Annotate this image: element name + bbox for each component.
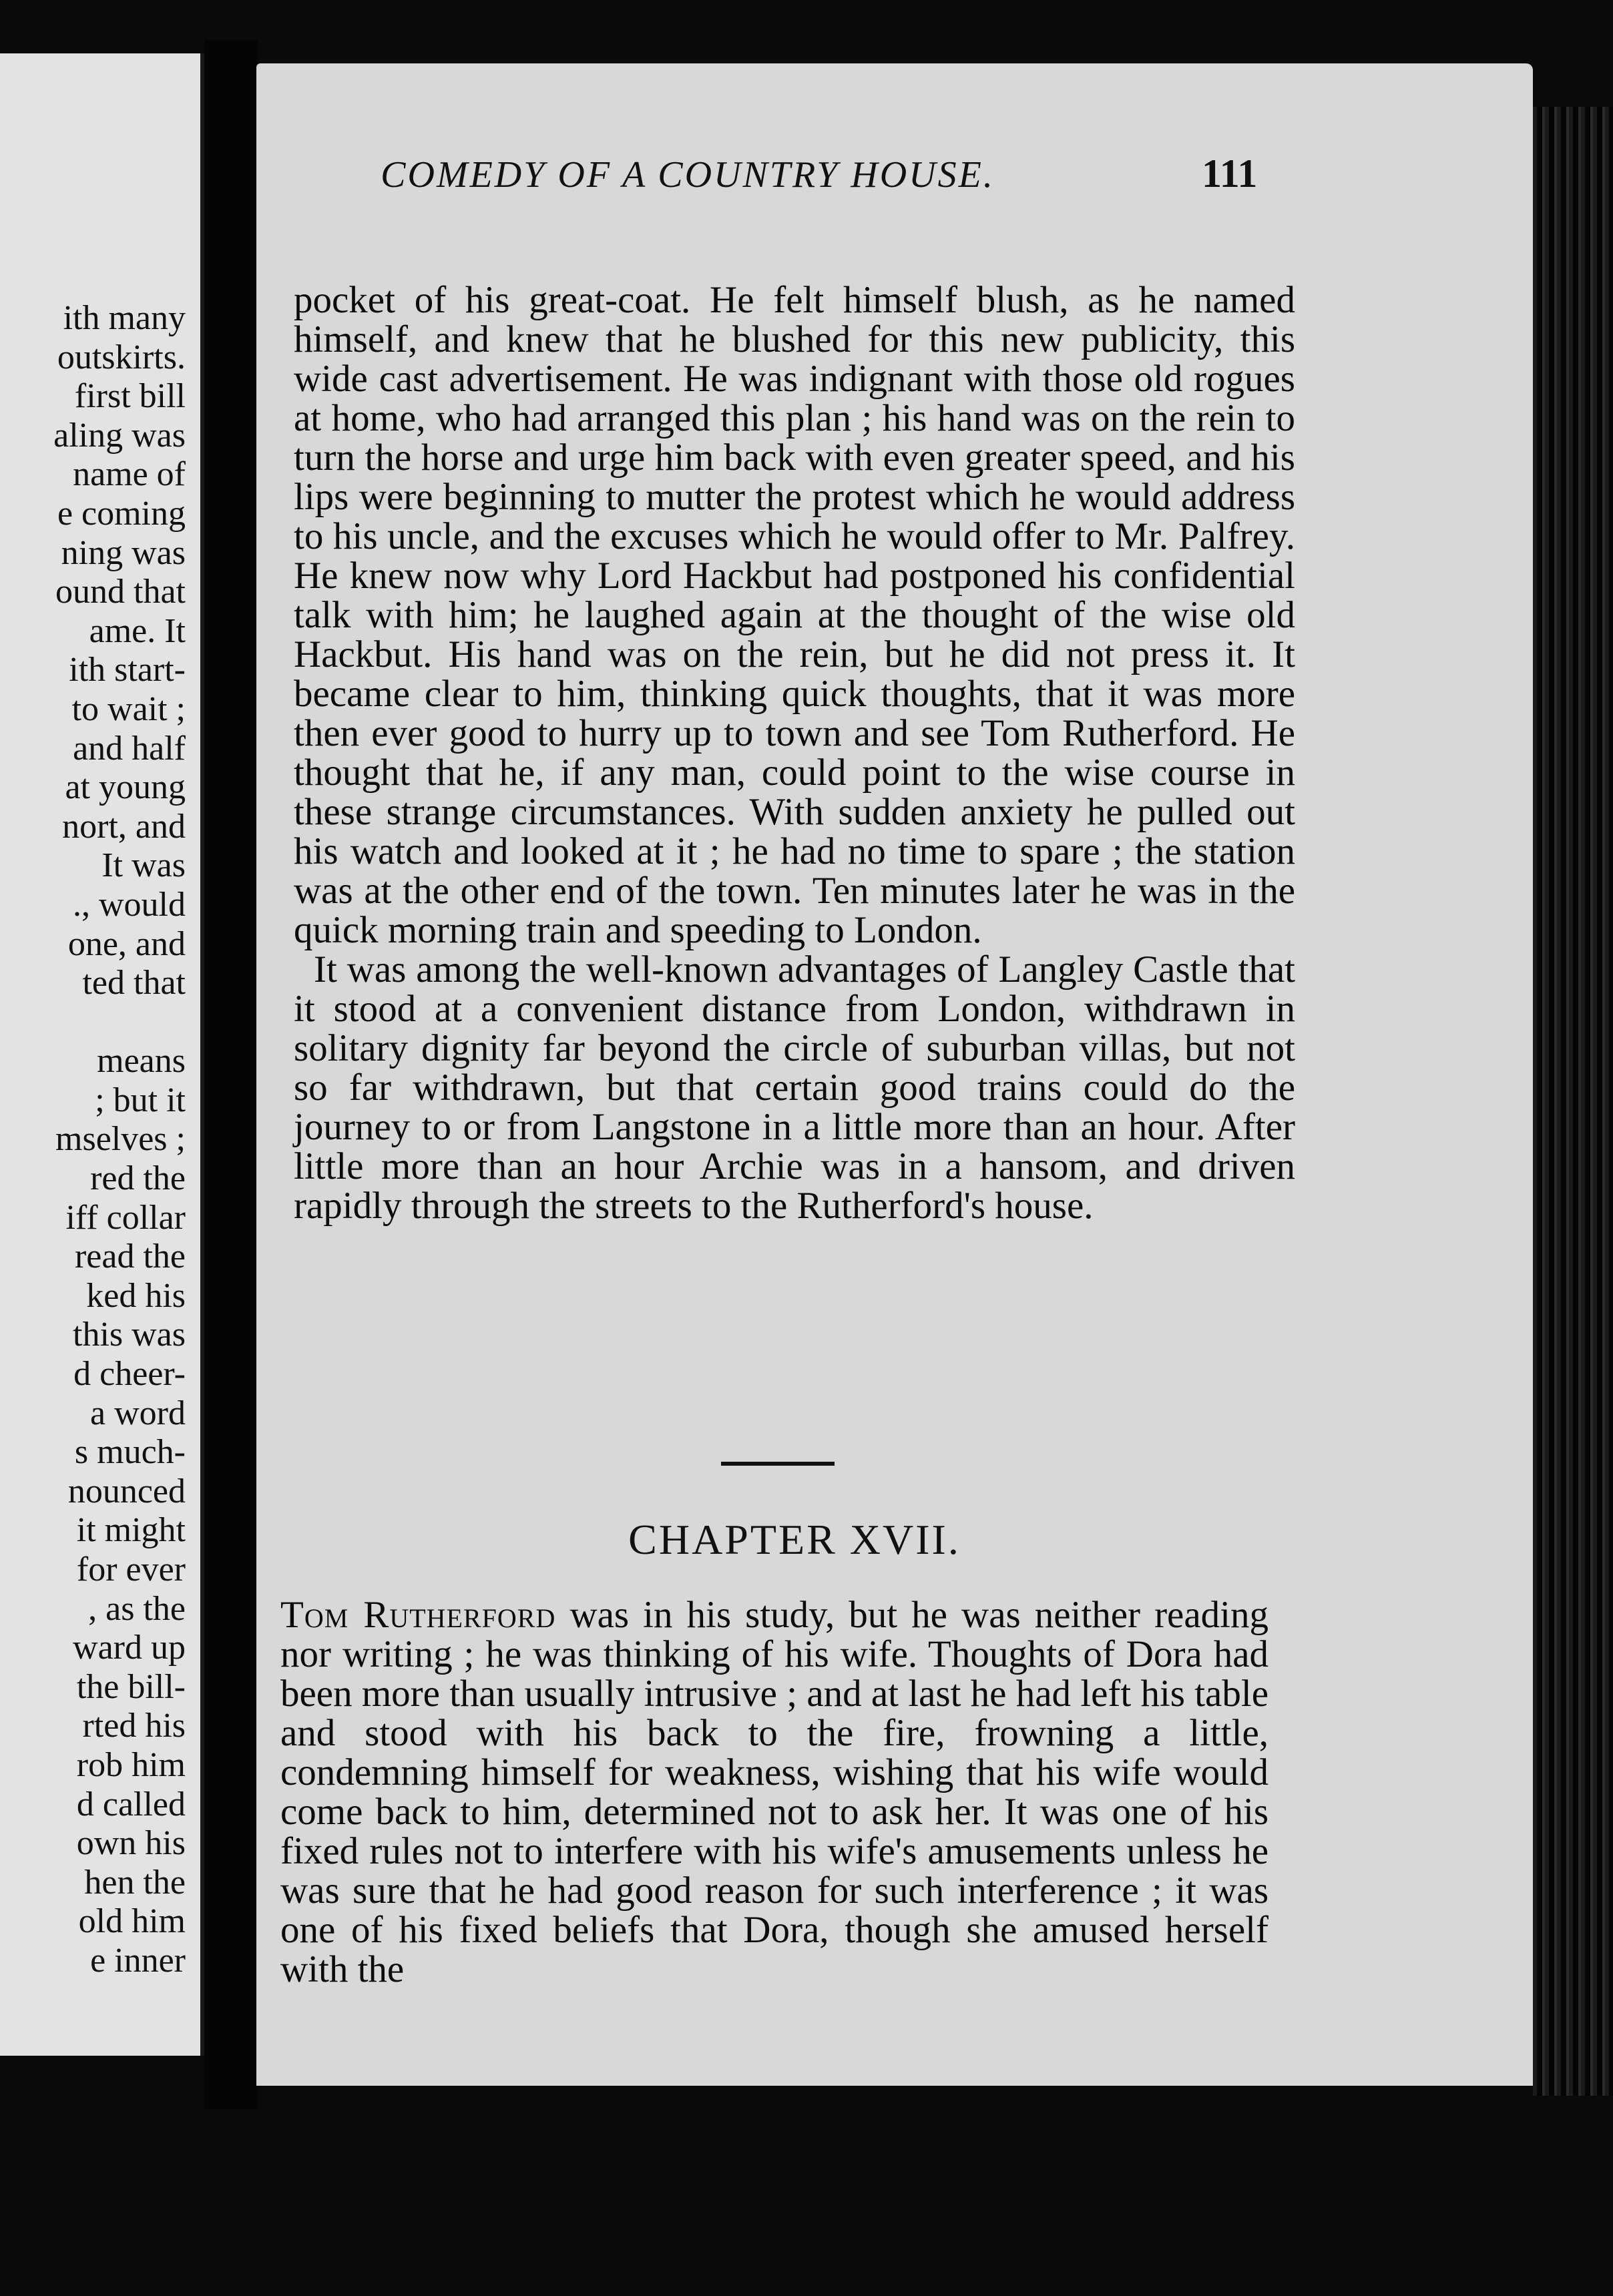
left-page-line: red the bbox=[90, 1159, 186, 1198]
left-page-line: ound that bbox=[55, 573, 186, 611]
left-page-line: it might bbox=[76, 1511, 186, 1550]
left-page-line: rob him bbox=[76, 1745, 186, 1784]
chapter-heading: CHAPTER XVII. bbox=[628, 1516, 961, 1563]
left-page-line: ith many bbox=[63, 299, 186, 337]
left-page-line: to wait ; bbox=[71, 689, 186, 728]
left-facing-page bbox=[0, 53, 204, 2056]
paragraph-body: was in his study, but he was neither reading nor writing ; he was thinking of his wife. Thoughts of Dora had been more than usually intrusive ; and at last he had left his table and stood with his back to the fire, frowning a little, condemning himself for weakness, wishing that his wife would come back to him, determined not to ask her. It was one of his fixed rules not to interfere with his wife's amusements unless he was sure that he had good reason for such interference ; it was one of his fixed beliefs that Dora, though she amused herself with the bbox=[280, 1594, 1269, 1990]
left-page-line: one, and bbox=[67, 924, 186, 963]
left-page-line: old him bbox=[78, 1902, 186, 1941]
left-page-line: hen the bbox=[84, 1863, 186, 1902]
left-page-line: ward up bbox=[73, 1629, 186, 1667]
left-page-line bbox=[0, 1003, 186, 1043]
left-page-line: iff collar bbox=[65, 1198, 186, 1237]
left-page-line: at young bbox=[65, 768, 186, 807]
opening-words: Tom Rutherford bbox=[280, 1594, 556, 1636]
left-page-line: e coming bbox=[57, 494, 186, 533]
left-page-line: for ever bbox=[76, 1550, 186, 1589]
left-page-line: read the bbox=[74, 1237, 186, 1276]
left-page-line: means bbox=[97, 1042, 186, 1081]
left-page-line: ame. It bbox=[89, 611, 186, 650]
left-page-line: a word bbox=[90, 1394, 186, 1432]
left-page-line: outskirts. bbox=[57, 338, 186, 376]
left-page-line: own his bbox=[76, 1824, 186, 1863]
left-page-line: ked his bbox=[86, 1276, 186, 1315]
paragraph bbox=[280, 1595, 1269, 1989]
left-page-line: rted his bbox=[82, 1707, 186, 1745]
left-page-line: nort, and bbox=[62, 807, 186, 846]
left-page-line: d cheer- bbox=[73, 1355, 186, 1394]
left-page-line: ning was bbox=[61, 533, 186, 572]
running-head: COMEDY OF A COUNTRY HOUSE. bbox=[381, 154, 995, 196]
left-page-line: this was bbox=[73, 1316, 186, 1354]
paragraph: pocket of his great-coat. He felt himself blush, as he named himself, and knew that he blushed for this new publicity, this wide cast advertisement. He was indignant with those old rogues at home, who had arranged this plan ; his hand was on the rein to turn the horse and urge him back with even greater speed, and his lips were beginning to mutter the protest which he would address to his uncle, and the excuses which he would offer to Mr. Palfrey. He knew now why Lord Hackbut had postponed his confidential talk with him; he laughed again at the thought of the wise old Hackbut. His hand was on the rein, but he did not press it. It became clear to him, thinking quick thoughts, that it was more then ever good to hurry up to town and see Tom Rutherford. He thought that he, if any man, could point to the wise course in these strange circumstances. With sudden anxiety he pulled out his watch and looked at it ; he had no time to spare ; the station was at the other end of the town. Ten minutes later he was in the quick morning train and speeding to London. bbox=[294, 279, 1295, 951]
left-page-line: ., would bbox=[73, 885, 186, 924]
left-page-line: the bill- bbox=[76, 1667, 186, 1706]
left-page-line: mselves ; bbox=[55, 1120, 186, 1159]
left-page-line: s much- bbox=[74, 1433, 186, 1472]
section-divider-rule bbox=[721, 1462, 835, 1466]
book-gutter bbox=[204, 40, 258, 2109]
left-page-line: e inner bbox=[90, 1941, 186, 1980]
chapter-text-continued bbox=[294, 280, 1295, 1225]
left-page-line: ith start- bbox=[69, 651, 186, 689]
left-page-line: d called bbox=[76, 1785, 186, 1823]
left-page-text bbox=[0, 299, 186, 1981]
left-page-line: first bill bbox=[74, 377, 186, 416]
left-page-line: ; but it bbox=[95, 1081, 186, 1119]
left-page-line: name of bbox=[73, 455, 186, 494]
left-page-line: and half bbox=[73, 729, 186, 768]
page-edges bbox=[1533, 107, 1613, 2096]
paragraph: It was among the well-known advantages of Langley Castle that it stood at a convenient distance from London, withdrawn in solitary dignity far beyond the circle of suburban villas, but not so far withdrawn, but that certain good trains could do the journey to or from Langstone in a little more than an hour. After little more than an hour Archie was in a hansom, and driven rapidly through the streets to the Rutherford's house. bbox=[294, 948, 1295, 1227]
left-page-line: , as the bbox=[88, 1589, 186, 1628]
left-page-line: nounced bbox=[67, 1472, 186, 1510]
left-page-line: It was bbox=[101, 846, 186, 885]
page-number: 111 bbox=[1202, 152, 1258, 196]
left-page-line: aling was bbox=[53, 416, 186, 455]
chapter-opening-text bbox=[280, 1595, 1269, 1989]
left-page-line: ted that bbox=[82, 964, 186, 1002]
